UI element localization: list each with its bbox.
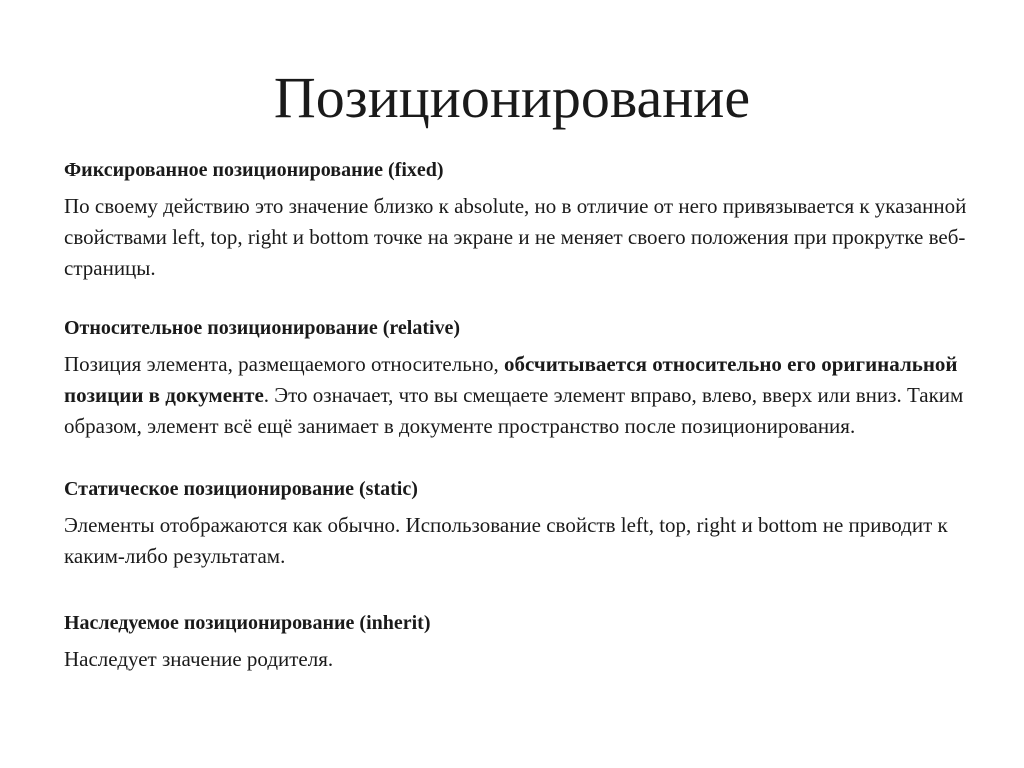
section-heading: Наследуемое позиционирование (inherit) — [64, 612, 431, 634]
section-body: По своему действию это значение близко к absolute, но в отличие от него привязывается к указанной свойствами left, top, right и bottom точке на экране и не меняет своего положения при прокрутке веб-страницы. — [64, 194, 967, 280]
section-heading: Статическое позиционирование (static) — [64, 478, 418, 500]
section-fixed — [64, 156, 984, 284]
slide-title: Позиционирование — [273, 65, 751, 130]
section-body: Наследует значение родителя. — [64, 647, 334, 671]
body-text-after: . Это означает, что вы смещаете элемент вправо, влево, вверх или вниз. Таким образом, элемент всё ещё занимает в документе пространство после позиционирования. — [64, 383, 964, 438]
section-body — [64, 349, 984, 442]
body-text-before: Позиция элемента, размещаемого относительно, — [64, 352, 505, 376]
section-heading: Фиксированное позиционирование (fixed) — [64, 159, 444, 181]
body-text-emphasis: обсчитывается относительно его оригинальной позиции в документе — [64, 352, 958, 407]
slide-content — [64, 156, 984, 705]
section-relative — [64, 314, 984, 442]
section-static — [64, 475, 984, 572]
section-body: Элементы отображаются как обычно. Использование свойств left, top, right и bottom не приводит к каким-либо результатам. — [64, 513, 948, 568]
section-heading: Относительное позиционирование (relative) — [64, 317, 461, 339]
section-inherit — [64, 609, 984, 675]
